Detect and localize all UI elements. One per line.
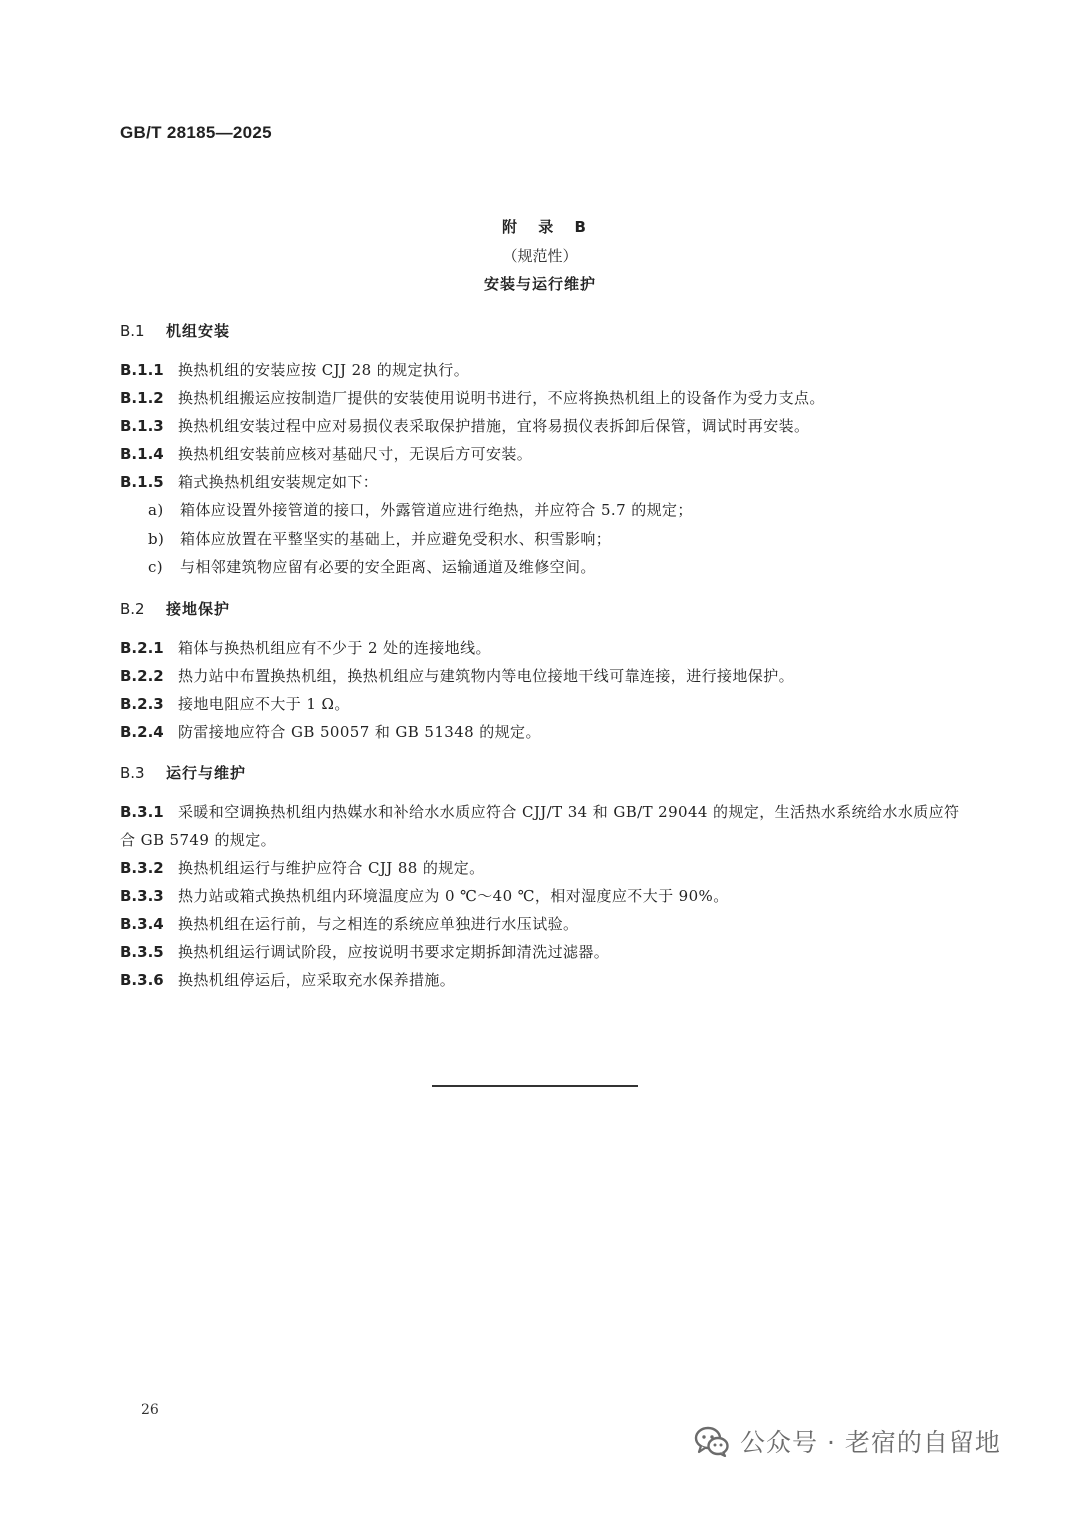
clause-number: B.1.5 [120,473,164,491]
section-number: B.1 [120,322,145,340]
annex-body [120,318,960,994]
clause-text: 热力站或箱式换热机组内环境温度应为 0 ℃～40 ℃，相对湿度应不大于 90%。 [178,886,729,905]
watermark-text: 公众号 · 老宿的自留地 [740,1428,1001,1457]
clause-text: 换热机组运行调试阶段，应按说明书要求定期拆卸清洗过滤器。 [178,942,610,961]
clause [120,882,960,910]
clause-number: B.3.3 [120,886,164,905]
list-item [120,553,960,582]
clause [120,718,960,746]
section-title: 机组安装 [166,322,231,340]
clause-text: 采暖和空调换热机组内热媒水和补给水水质应符合 CJJ/T 34 和 GB/T 29044 的规定，生活热水系统给水水质应符合 GB 5749 的规定。 [120,802,960,849]
annex-name: 安装与运行维护 [483,275,596,293]
clause-number: B.3.6 [120,970,164,989]
clause [120,662,960,690]
clause-number: B.3.1 [120,802,164,821]
clause-text: 热力站中布置换热机组，换热机组应与建筑物内等电位接地干线可靠连接，进行接地保护。 [178,666,795,685]
clause-text: 接地电阻应不大于 1 Ω。 [178,694,350,713]
clause-number: B.2.3 [120,694,164,713]
clause [120,468,960,496]
page-number: 26 [141,1402,159,1418]
list-item [120,525,960,554]
section-number: B.3 [120,763,145,782]
watermark [694,1421,1001,1461]
clause [120,910,960,938]
clause [120,412,960,440]
item-number: b) [148,529,165,548]
list-item [120,496,960,525]
clause [120,634,960,662]
clause-text: 换热机组运行与维护应符合 CJJ 88 的规定。 [178,858,485,877]
clause-text: 换热机组在运行前，与之相连的系统应单独进行水压试验。 [178,914,579,933]
section-heading [120,596,960,622]
clause [120,384,960,412]
clause-number: B.2.1 [120,638,164,657]
clause-number: B.3.2 [120,858,164,877]
clause-number: B.1.2 [120,389,164,407]
clause-text: 换热机组安装前应核对基础尺寸，无误后方可安装。 [178,445,533,463]
annex-title: 附 录 B [502,218,594,236]
clause-text: 换热机组搬运应按制造厂提供的安装使用说明书进行，不应将换热机组上的设备作为受力支点。 [178,389,825,407]
clause-number: B.1.1 [120,361,164,379]
clause-number: B.3.5 [120,942,164,961]
item-text: 箱体应放置在平整坚实的基础上，并应避免受积水、积雪影响； [180,529,612,548]
clause [120,440,960,468]
section-heading [120,318,960,344]
clause-text: 换热机组安装过程中应对易损仪表采取保护措施，宜将易损仪表拆卸后保管，调试时再安装。 [178,417,810,435]
item-text: 与相邻建筑物应留有必要的安全距离、运输通道及维修空间。 [180,558,596,576]
clause-number: B.2.2 [120,666,164,685]
clause [120,690,960,718]
clause-number: B.1.3 [120,417,164,435]
annex-type: （规范性） [502,247,578,265]
section-heading [120,760,960,786]
clause-number: B.3.4 [120,914,164,933]
clause-text: 换热机组停运后，应采取充水保养措施。 [178,970,456,989]
item-number: c) [148,558,164,576]
clause [120,966,960,994]
item-number: a) [148,501,164,519]
section-title: 运行与维护 [166,763,247,782]
clause-text: 换热机组的安装应按 CJJ 28 的规定执行。 [178,361,470,379]
standard-code: GB/T 28185—2025 [120,123,272,142]
wechat-icon [694,1425,730,1457]
clause-text: 箱式换热机组安装规定如下： [178,473,379,491]
clause-number: B.2.4 [120,722,164,741]
clause-text: 箱体与换热机组应有不少于 2 处的连接地线。 [178,638,491,657]
section-number: B.2 [120,599,145,618]
clause [120,938,960,966]
section-title: 接地保护 [166,599,231,618]
item-text: 箱体应设置外接管道的接口，外露管道应进行绝热，并应符合 5.7 的规定； [180,501,693,519]
clause [120,356,960,384]
clause [120,798,960,854]
clause [120,854,960,882]
end-rule [432,1085,638,1087]
clause-number: B.1.4 [120,445,164,463]
clause-text: 防雷接地应符合 GB 50057 和 GB 51348 的规定。 [178,722,541,741]
